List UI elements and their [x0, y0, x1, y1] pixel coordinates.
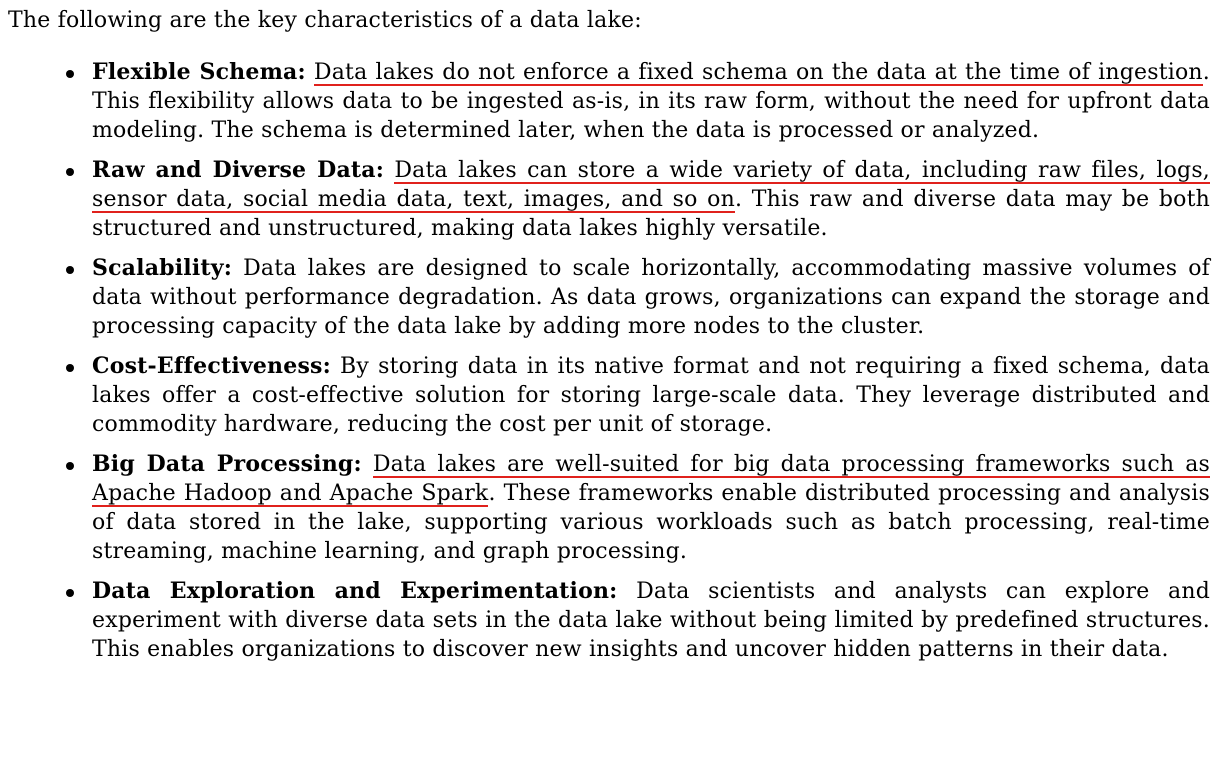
list-item-raw-diverse-data: [92, 156, 1210, 243]
bullet-icon: [66, 266, 74, 274]
item-term: Flexible Schema:: [92, 59, 306, 85]
document: [8, 6, 1210, 664]
item-underlined-text: Data lakes are well-suited for big data processing frameworks such as Apache Hadoop and Apache Spark: [92, 452, 1210, 506]
bullet-icon: [66, 168, 74, 176]
item-underlined-text: Data lakes do not enforce a fixed schema on the data at the time of ingestion: [313, 60, 1203, 85]
bullet-icon: [66, 589, 74, 597]
item-term: Cost-Effectiveness:: [92, 353, 331, 379]
item-term: Scalability:: [92, 255, 233, 281]
item-text: . These frameworks enable distributed processing and analysis of data stored in the lake, supporting various workloads such as batch processing, real-time streaming, machine learning, and graph processing.: [92, 481, 1210, 564]
list-item-cost-effectiveness: [92, 352, 1210, 439]
item-underlined-text: Data lakes can store a wide variety of data, including raw files, logs, sensor data, social media data, text, images, and so on: [92, 158, 1210, 212]
item-text: Data lakes are designed to scale horizontally, accommodating massive volumes of data without performance degradation. As data grows, organizations can expand the storage and processing capacity of the data lake by adding more nodes to the cluster.: [92, 256, 1210, 339]
item-term: Data Exploration and Experimentation:: [92, 578, 618, 604]
list-item-big-data-processing: [92, 450, 1210, 566]
list-item-flexible-schema: [92, 58, 1210, 145]
bullet-icon: [66, 462, 74, 470]
intro-paragraph: The following are the key characteristics of a data lake:: [8, 8, 642, 33]
item-term: Big Data Processing:: [92, 451, 362, 477]
characteristics-list: [8, 58, 1210, 664]
item-text: By storing data in its native format and not requiring a fixed schema, data lakes offer a cost-effective solution for storing large-scale data. They leverage distributed and commodity hardware, reducing the cost per unit of storage.: [92, 354, 1210, 437]
item-text: . This raw and diverse data may be both structured and unstructured, making data lakes highly versatile.: [92, 187, 1210, 241]
item-text: . This flexibility allows data to be ingested as-is, in its raw form, without the need for upfront data modeling. The schema is determined later, when the data is processed or analyzed.: [92, 60, 1210, 143]
item-text: Data scientists and analysts can explore and experiment with diverse data sets in the data lake without being limited by predefined structures. This enables organizations to discover new insights and uncover hidden patterns in their data.: [92, 579, 1210, 662]
list-item-scalability: [92, 254, 1210, 341]
list-item-data-exploration: [92, 577, 1210, 664]
bullet-icon: [66, 364, 74, 372]
item-term: Raw and Diverse Data:: [92, 157, 385, 183]
bullet-icon: [66, 70, 74, 78]
